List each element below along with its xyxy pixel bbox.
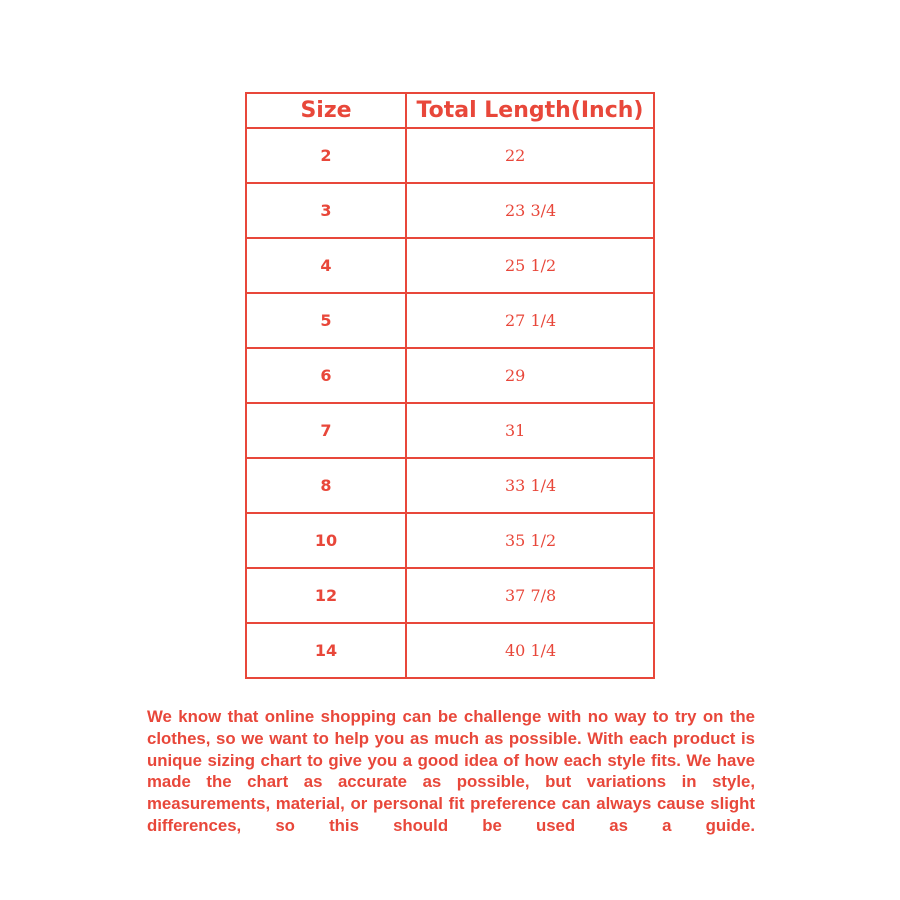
size-cell: 4	[246, 238, 406, 293]
length-cell: 37 7/8	[406, 568, 654, 623]
table-row	[246, 568, 654, 623]
length-cell: 22	[406, 128, 654, 183]
table-row	[246, 513, 654, 568]
size-cell: 7	[246, 403, 406, 458]
length-cell: 25 1/2	[406, 238, 654, 293]
size-cell: 10	[246, 513, 406, 568]
table-row	[246, 458, 654, 513]
size-cell: 14	[246, 623, 406, 678]
length-cell: 31	[406, 403, 654, 458]
length-cell: 33 1/4	[406, 458, 654, 513]
sizing-disclaimer: We know that online shopping can be challenge with no way to try on the clothes, so we want to help you as much as possible. With each product is unique sizing chart to give you a good idea of how each style fits. We have made the chart as accurate as possible, but variations in style, measurements, material, or personal fit preference can always cause slight differences, so this should be used as a guide.	[147, 707, 755, 835]
table-row	[246, 293, 654, 348]
size-header: Size	[246, 93, 406, 128]
length-cell: 23 3/4	[406, 183, 654, 238]
table-row	[246, 403, 654, 458]
size-cell: 2	[246, 128, 406, 183]
length-cell: 27 1/4	[406, 293, 654, 348]
length-cell: 29	[406, 348, 654, 403]
table-row	[246, 238, 654, 293]
size-cell: 3	[246, 183, 406, 238]
size-cell: 8	[246, 458, 406, 513]
length-cell: 40 1/4	[406, 623, 654, 678]
length-header: Total Length(Inch)	[406, 93, 654, 128]
length-cell: 35 1/2	[406, 513, 654, 568]
table-row	[246, 348, 654, 403]
size-cell: 12	[246, 568, 406, 623]
header-row	[246, 93, 654, 128]
size-cell: 6	[246, 348, 406, 403]
size-cell: 5	[246, 293, 406, 348]
table-row	[246, 623, 654, 678]
size-chart-table	[245, 92, 655, 679]
table-row	[246, 128, 654, 183]
table-row	[246, 183, 654, 238]
